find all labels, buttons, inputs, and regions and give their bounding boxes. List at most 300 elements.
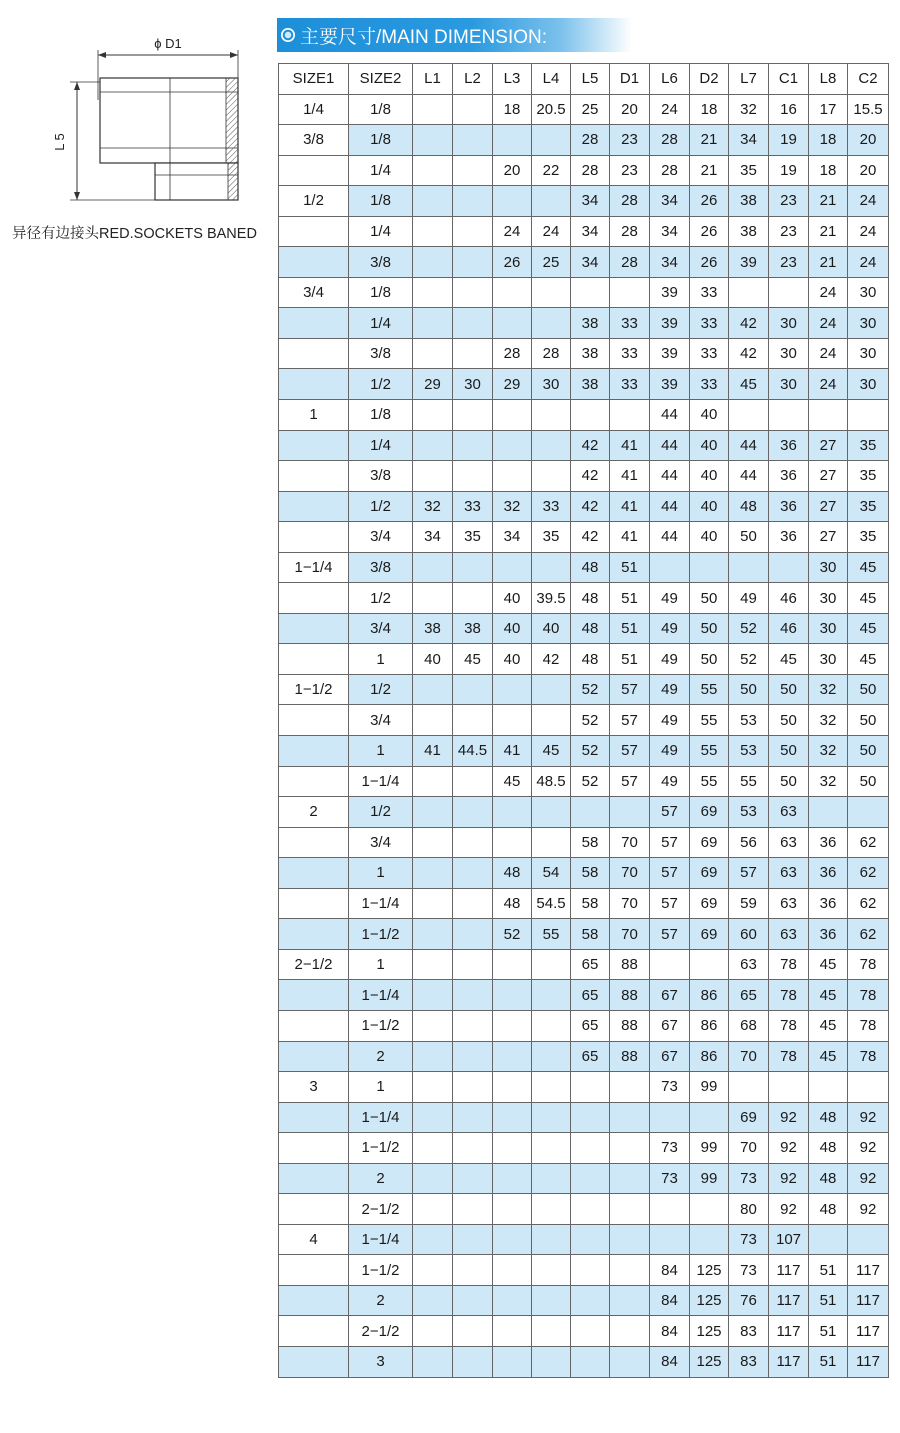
value-cell-l4 — [532, 1041, 571, 1072]
value-cell-d2: 40 — [690, 400, 729, 431]
value-cell-l4 — [532, 797, 571, 828]
value-cell-l7: 83 — [729, 1316, 769, 1347]
value-cell-c2: 20 — [848, 155, 889, 186]
value-cell-c1: 50 — [769, 736, 809, 767]
value-cell-d2 — [690, 1194, 729, 1225]
value-cell-l2 — [453, 705, 493, 736]
size2-cell: 3/4 — [349, 613, 413, 644]
value-cell-l8: 51 — [809, 1346, 848, 1377]
value-cell-l3: 24 — [493, 216, 532, 247]
value-cell-l4 — [532, 1316, 571, 1347]
value-cell-l6 — [650, 949, 690, 980]
value-cell-l6: 84 — [650, 1316, 690, 1347]
value-cell-l6: 49 — [650, 736, 690, 767]
value-cell-l4 — [532, 277, 571, 308]
size2-cell: 2−1/2 — [349, 1194, 413, 1225]
value-cell-d2: 125 — [690, 1285, 729, 1316]
value-cell-l2 — [453, 1285, 493, 1316]
value-cell-d1: 28 — [610, 216, 650, 247]
value-cell-l4: 54.5 — [532, 888, 571, 919]
value-cell-d1: 88 — [610, 1010, 650, 1041]
value-cell-l2 — [453, 919, 493, 950]
size2-cell: 1−1/4 — [349, 980, 413, 1011]
value-cell-l5: 38 — [571, 308, 610, 339]
value-cell-d2: 33 — [690, 277, 729, 308]
value-cell-l2 — [453, 1224, 493, 1255]
value-cell-c2: 92 — [848, 1163, 889, 1194]
size2-cell: 1/8 — [349, 125, 413, 156]
value-cell-l2 — [453, 1041, 493, 1072]
value-cell-l7 — [729, 552, 769, 583]
size1-cell — [279, 644, 349, 675]
value-cell-l2 — [453, 308, 493, 339]
value-cell-l4 — [532, 1224, 571, 1255]
value-cell-c1: 63 — [769, 858, 809, 889]
column-header-d1: D1 — [610, 64, 650, 95]
value-cell-c1: 78 — [769, 1041, 809, 1072]
table-row — [279, 888, 889, 919]
size1-cell — [279, 1041, 349, 1072]
value-cell-c2: 62 — [848, 858, 889, 889]
value-cell-l3 — [493, 1102, 532, 1133]
diagram-caption: 异径有边接头RED.SOCKETS BANED — [12, 226, 257, 242]
value-cell-l2 — [453, 980, 493, 1011]
value-cell-l5 — [571, 1102, 610, 1133]
table-row — [279, 1133, 889, 1164]
value-cell-l2 — [453, 888, 493, 919]
value-cell-l2 — [453, 247, 493, 278]
value-cell-d2: 26 — [690, 247, 729, 278]
value-cell-l1: 29 — [413, 369, 453, 400]
value-cell-l3: 29 — [493, 369, 532, 400]
size1-cell — [279, 430, 349, 461]
value-cell-l5: 42 — [571, 430, 610, 461]
value-cell-l8: 21 — [809, 216, 848, 247]
value-cell-l4: 24 — [532, 216, 571, 247]
value-cell-l8: 24 — [809, 277, 848, 308]
size2-cell: 1−1/2 — [349, 1010, 413, 1041]
value-cell-c1: 23 — [769, 186, 809, 217]
value-cell-c2: 117 — [848, 1346, 889, 1377]
value-cell-d1: 51 — [610, 644, 650, 675]
value-cell-l5 — [571, 1346, 610, 1377]
value-cell-c1: 78 — [769, 949, 809, 980]
value-cell-d1 — [610, 1163, 650, 1194]
value-cell-l8: 36 — [809, 888, 848, 919]
value-cell-l7: 70 — [729, 1133, 769, 1164]
value-cell-l1: 32 — [413, 491, 453, 522]
value-cell-l7 — [729, 1072, 769, 1103]
value-cell-c1: 92 — [769, 1102, 809, 1133]
value-cell-l8: 24 — [809, 369, 848, 400]
value-cell-l2: 45 — [453, 644, 493, 675]
value-cell-d2: 18 — [690, 94, 729, 125]
value-cell-d2: 99 — [690, 1133, 729, 1164]
value-cell-c2: 117 — [848, 1255, 889, 1286]
value-cell-d1: 57 — [610, 674, 650, 705]
value-cell-l6: 44 — [650, 461, 690, 492]
fitting-diagram — [40, 30, 280, 210]
size1-cell — [279, 491, 349, 522]
value-cell-l7: 42 — [729, 308, 769, 339]
value-cell-l1 — [413, 186, 453, 217]
value-cell-d1: 51 — [610, 552, 650, 583]
value-cell-c1: 63 — [769, 827, 809, 858]
size1-cell — [279, 583, 349, 614]
value-cell-l5: 48 — [571, 644, 610, 675]
value-cell-d2: 40 — [690, 522, 729, 553]
value-cell-l1 — [413, 980, 453, 1011]
table-row — [279, 400, 889, 431]
size1-cell — [279, 1194, 349, 1225]
value-cell-d2: 55 — [690, 766, 729, 797]
value-cell-l7: 60 — [729, 919, 769, 950]
table-row — [279, 125, 889, 156]
value-cell-l6: 73 — [650, 1163, 690, 1194]
value-cell-l1 — [413, 552, 453, 583]
value-cell-d1 — [610, 1224, 650, 1255]
value-cell-l8: 36 — [809, 827, 848, 858]
value-cell-d1: 20 — [610, 94, 650, 125]
table-row — [279, 1102, 889, 1133]
value-cell-l3: 48 — [493, 888, 532, 919]
size1-cell — [279, 155, 349, 186]
value-cell-l6: 44 — [650, 430, 690, 461]
size1-cell — [279, 522, 349, 553]
value-cell-c2: 45 — [848, 583, 889, 614]
value-cell-d2: 125 — [690, 1255, 729, 1286]
value-cell-c2: 24 — [848, 216, 889, 247]
table-row — [279, 980, 889, 1011]
size1-cell — [279, 736, 349, 767]
value-cell-l6: 57 — [650, 827, 690, 858]
value-cell-l3 — [493, 308, 532, 339]
value-cell-l1 — [413, 888, 453, 919]
value-cell-l5: 52 — [571, 674, 610, 705]
value-cell-d1: 57 — [610, 705, 650, 736]
value-cell-l7: 52 — [729, 644, 769, 675]
value-cell-l2 — [453, 277, 493, 308]
value-cell-l6: 39 — [650, 277, 690, 308]
table-row — [279, 1194, 889, 1225]
value-cell-c2: 24 — [848, 186, 889, 217]
value-cell-c2: 35 — [848, 461, 889, 492]
size1-cell: 3 — [279, 1072, 349, 1103]
value-cell-l7: 38 — [729, 216, 769, 247]
value-cell-d1: 28 — [610, 186, 650, 217]
value-cell-c2: 30 — [848, 369, 889, 400]
value-cell-d2: 69 — [690, 827, 729, 858]
value-cell-l8: 30 — [809, 583, 848, 614]
value-cell-l1 — [413, 797, 453, 828]
value-cell-l1: 34 — [413, 522, 453, 553]
value-cell-c1: 23 — [769, 247, 809, 278]
value-cell-l5: 58 — [571, 827, 610, 858]
size2-cell: 1/2 — [349, 583, 413, 614]
value-cell-l8: 45 — [809, 1010, 848, 1041]
size2-cell: 1/8 — [349, 186, 413, 217]
value-cell-l8: 24 — [809, 338, 848, 369]
value-cell-l1 — [413, 308, 453, 339]
value-cell-l3 — [493, 430, 532, 461]
section-title: 主要尺寸/MAIN DIMENSION: — [300, 26, 548, 48]
value-cell-c1: 30 — [769, 369, 809, 400]
size1-cell — [279, 1346, 349, 1377]
value-cell-l4: 25 — [532, 247, 571, 278]
table-row — [279, 705, 889, 736]
value-cell-l1 — [413, 155, 453, 186]
value-cell-l3 — [493, 705, 532, 736]
value-cell-l7: 45 — [729, 369, 769, 400]
size2-cell: 2 — [349, 1041, 413, 1072]
size2-cell: 1−1/4 — [349, 1102, 413, 1133]
size1-cell: 4 — [279, 1224, 349, 1255]
size1-cell — [279, 1133, 349, 1164]
value-cell-l1 — [413, 919, 453, 950]
size1-cell — [279, 1102, 349, 1133]
size2-cell: 3/4 — [349, 522, 413, 553]
value-cell-d1 — [610, 1316, 650, 1347]
value-cell-l1 — [413, 277, 453, 308]
value-cell-l8: 48 — [809, 1133, 848, 1164]
size2-cell: 1 — [349, 858, 413, 889]
value-cell-d1: 88 — [610, 980, 650, 1011]
value-cell-d1: 33 — [610, 338, 650, 369]
value-cell-c2: 35 — [848, 491, 889, 522]
value-cell-l5 — [571, 400, 610, 431]
value-cell-l6: 34 — [650, 186, 690, 217]
value-cell-d2 — [690, 1102, 729, 1133]
size1-cell — [279, 705, 349, 736]
value-cell-l1 — [413, 705, 453, 736]
value-cell-l4: 45 — [532, 736, 571, 767]
value-cell-l3 — [493, 797, 532, 828]
value-cell-l5: 52 — [571, 766, 610, 797]
size2-cell: 2 — [349, 1285, 413, 1316]
value-cell-l2 — [453, 430, 493, 461]
value-cell-l3 — [493, 827, 532, 858]
column-header-d2: D2 — [690, 64, 729, 95]
value-cell-l8: 45 — [809, 980, 848, 1011]
value-cell-l7: 55 — [729, 766, 769, 797]
table-row — [279, 277, 889, 308]
value-cell-d2 — [690, 1224, 729, 1255]
column-header-c1: C1 — [769, 64, 809, 95]
value-cell-c1: 23 — [769, 216, 809, 247]
value-cell-c2: 78 — [848, 980, 889, 1011]
value-cell-l1 — [413, 1133, 453, 1164]
value-cell-l2 — [453, 216, 493, 247]
value-cell-l6: 57 — [650, 858, 690, 889]
value-cell-c1: 19 — [769, 125, 809, 156]
value-cell-d2: 69 — [690, 858, 729, 889]
value-cell-c1 — [769, 1072, 809, 1103]
value-cell-d1 — [610, 1102, 650, 1133]
table-row — [279, 1255, 889, 1286]
value-cell-l6: 39 — [650, 369, 690, 400]
size2-cell: 1 — [349, 1072, 413, 1103]
table-row — [279, 858, 889, 889]
value-cell-d1: 41 — [610, 430, 650, 461]
table-row — [279, 491, 889, 522]
value-cell-l5 — [571, 1133, 610, 1164]
column-header-size2: SIZE2 — [349, 64, 413, 95]
column-header-l4: L4 — [532, 64, 571, 95]
value-cell-l7: 50 — [729, 522, 769, 553]
value-cell-d2: 55 — [690, 736, 729, 767]
size2-cell: 1 — [349, 736, 413, 767]
value-cell-l3 — [493, 125, 532, 156]
value-cell-l3: 28 — [493, 338, 532, 369]
value-cell-l4 — [532, 1255, 571, 1286]
column-header-size1: SIZE1 — [279, 64, 349, 95]
value-cell-d2: 69 — [690, 888, 729, 919]
value-cell-l5: 65 — [571, 1041, 610, 1072]
value-cell-l8: 21 — [809, 247, 848, 278]
value-cell-l5 — [571, 1072, 610, 1103]
value-cell-l1: 38 — [413, 613, 453, 644]
value-cell-l2 — [453, 1346, 493, 1377]
value-cell-d2: 69 — [690, 797, 729, 828]
value-cell-l6 — [650, 552, 690, 583]
value-cell-l3: 34 — [493, 522, 532, 553]
value-cell-l7 — [729, 400, 769, 431]
value-cell-l5: 42 — [571, 461, 610, 492]
value-cell-l4: 20.5 — [532, 94, 571, 125]
value-cell-c2: 92 — [848, 1102, 889, 1133]
value-cell-l7: 53 — [729, 705, 769, 736]
value-cell-c2: 35 — [848, 430, 889, 461]
table-row — [279, 644, 889, 675]
value-cell-c1: 117 — [769, 1255, 809, 1286]
value-cell-l1 — [413, 1316, 453, 1347]
value-cell-l3: 40 — [493, 644, 532, 675]
table-row — [279, 1010, 889, 1041]
value-cell-c1: 117 — [769, 1316, 809, 1347]
size2-cell: 3/4 — [349, 705, 413, 736]
table-row — [279, 1346, 889, 1377]
value-cell-d2: 26 — [690, 186, 729, 217]
value-cell-l1 — [413, 949, 453, 980]
value-cell-l6: 67 — [650, 1041, 690, 1072]
value-cell-l7 — [729, 277, 769, 308]
value-cell-c2: 62 — [848, 888, 889, 919]
value-cell-c2: 45 — [848, 644, 889, 675]
value-cell-l6 — [650, 1102, 690, 1133]
value-cell-l3 — [493, 674, 532, 705]
value-cell-l7: 59 — [729, 888, 769, 919]
value-cell-c1: 50 — [769, 705, 809, 736]
value-cell-l8: 30 — [809, 613, 848, 644]
value-cell-l7: 49 — [729, 583, 769, 614]
value-cell-l4 — [532, 461, 571, 492]
value-cell-l4: 22 — [532, 155, 571, 186]
value-cell-l4 — [532, 552, 571, 583]
value-cell-l2: 33 — [453, 491, 493, 522]
value-cell-l5: 34 — [571, 247, 610, 278]
value-cell-c2: 50 — [848, 736, 889, 767]
value-cell-d1: 41 — [610, 461, 650, 492]
value-cell-l6: 28 — [650, 125, 690, 156]
value-cell-l4: 28 — [532, 338, 571, 369]
value-cell-c2 — [848, 797, 889, 828]
value-cell-l6: 39 — [650, 338, 690, 369]
value-cell-l5: 65 — [571, 1010, 610, 1041]
value-cell-d2: 69 — [690, 919, 729, 950]
value-cell-l5 — [571, 277, 610, 308]
value-cell-l3 — [493, 980, 532, 1011]
value-cell-l7: 76 — [729, 1285, 769, 1316]
value-cell-l6: 67 — [650, 980, 690, 1011]
value-cell-c1: 92 — [769, 1163, 809, 1194]
value-cell-d1: 70 — [610, 858, 650, 889]
size2-cell: 3 — [349, 1346, 413, 1377]
table-row — [279, 919, 889, 950]
value-cell-l5 — [571, 1316, 610, 1347]
value-cell-l7: 38 — [729, 186, 769, 217]
value-cell-l1 — [413, 674, 453, 705]
value-cell-l3 — [493, 1010, 532, 1041]
size2-cell: 1−1/2 — [349, 1255, 413, 1286]
value-cell-l5 — [571, 1255, 610, 1286]
value-cell-l7: 48 — [729, 491, 769, 522]
value-cell-c1: 36 — [769, 491, 809, 522]
size1-cell — [279, 1316, 349, 1347]
value-cell-l3 — [493, 1255, 532, 1286]
value-cell-c1 — [769, 277, 809, 308]
value-cell-l2 — [453, 1102, 493, 1133]
value-cell-d2: 99 — [690, 1072, 729, 1103]
value-cell-l8: 48 — [809, 1163, 848, 1194]
size1-cell — [279, 827, 349, 858]
value-cell-c2: 45 — [848, 552, 889, 583]
column-header-l3: L3 — [493, 64, 532, 95]
size1-cell — [279, 216, 349, 247]
value-cell-l5: 28 — [571, 155, 610, 186]
value-cell-l4 — [532, 674, 571, 705]
value-cell-l6: 49 — [650, 583, 690, 614]
value-cell-l3 — [493, 949, 532, 980]
value-cell-l4 — [532, 400, 571, 431]
value-cell-c2 — [848, 1224, 889, 1255]
value-cell-l6: 34 — [650, 216, 690, 247]
size2-cell: 2 — [349, 1163, 413, 1194]
value-cell-c1: 63 — [769, 888, 809, 919]
value-cell-l4 — [532, 186, 571, 217]
value-cell-l7: 73 — [729, 1255, 769, 1286]
value-cell-c2: 30 — [848, 338, 889, 369]
value-cell-d2: 40 — [690, 430, 729, 461]
value-cell-l8: 32 — [809, 674, 848, 705]
size1-cell — [279, 247, 349, 278]
bullet-icon — [281, 28, 295, 42]
value-cell-l2 — [453, 1255, 493, 1286]
size1-cell: 1−1/4 — [279, 552, 349, 583]
value-cell-l4 — [532, 430, 571, 461]
value-cell-l2 — [453, 1072, 493, 1103]
value-cell-l5: 38 — [571, 369, 610, 400]
value-cell-l3 — [493, 1072, 532, 1103]
value-cell-l6: 73 — [650, 1072, 690, 1103]
value-cell-l4: 35 — [532, 522, 571, 553]
value-cell-l5: 48 — [571, 613, 610, 644]
value-cell-l3: 40 — [493, 613, 532, 644]
value-cell-l4 — [532, 1346, 571, 1377]
value-cell-l1 — [413, 94, 453, 125]
value-cell-l8: 18 — [809, 125, 848, 156]
value-cell-l1 — [413, 1163, 453, 1194]
value-cell-l5: 65 — [571, 949, 610, 980]
